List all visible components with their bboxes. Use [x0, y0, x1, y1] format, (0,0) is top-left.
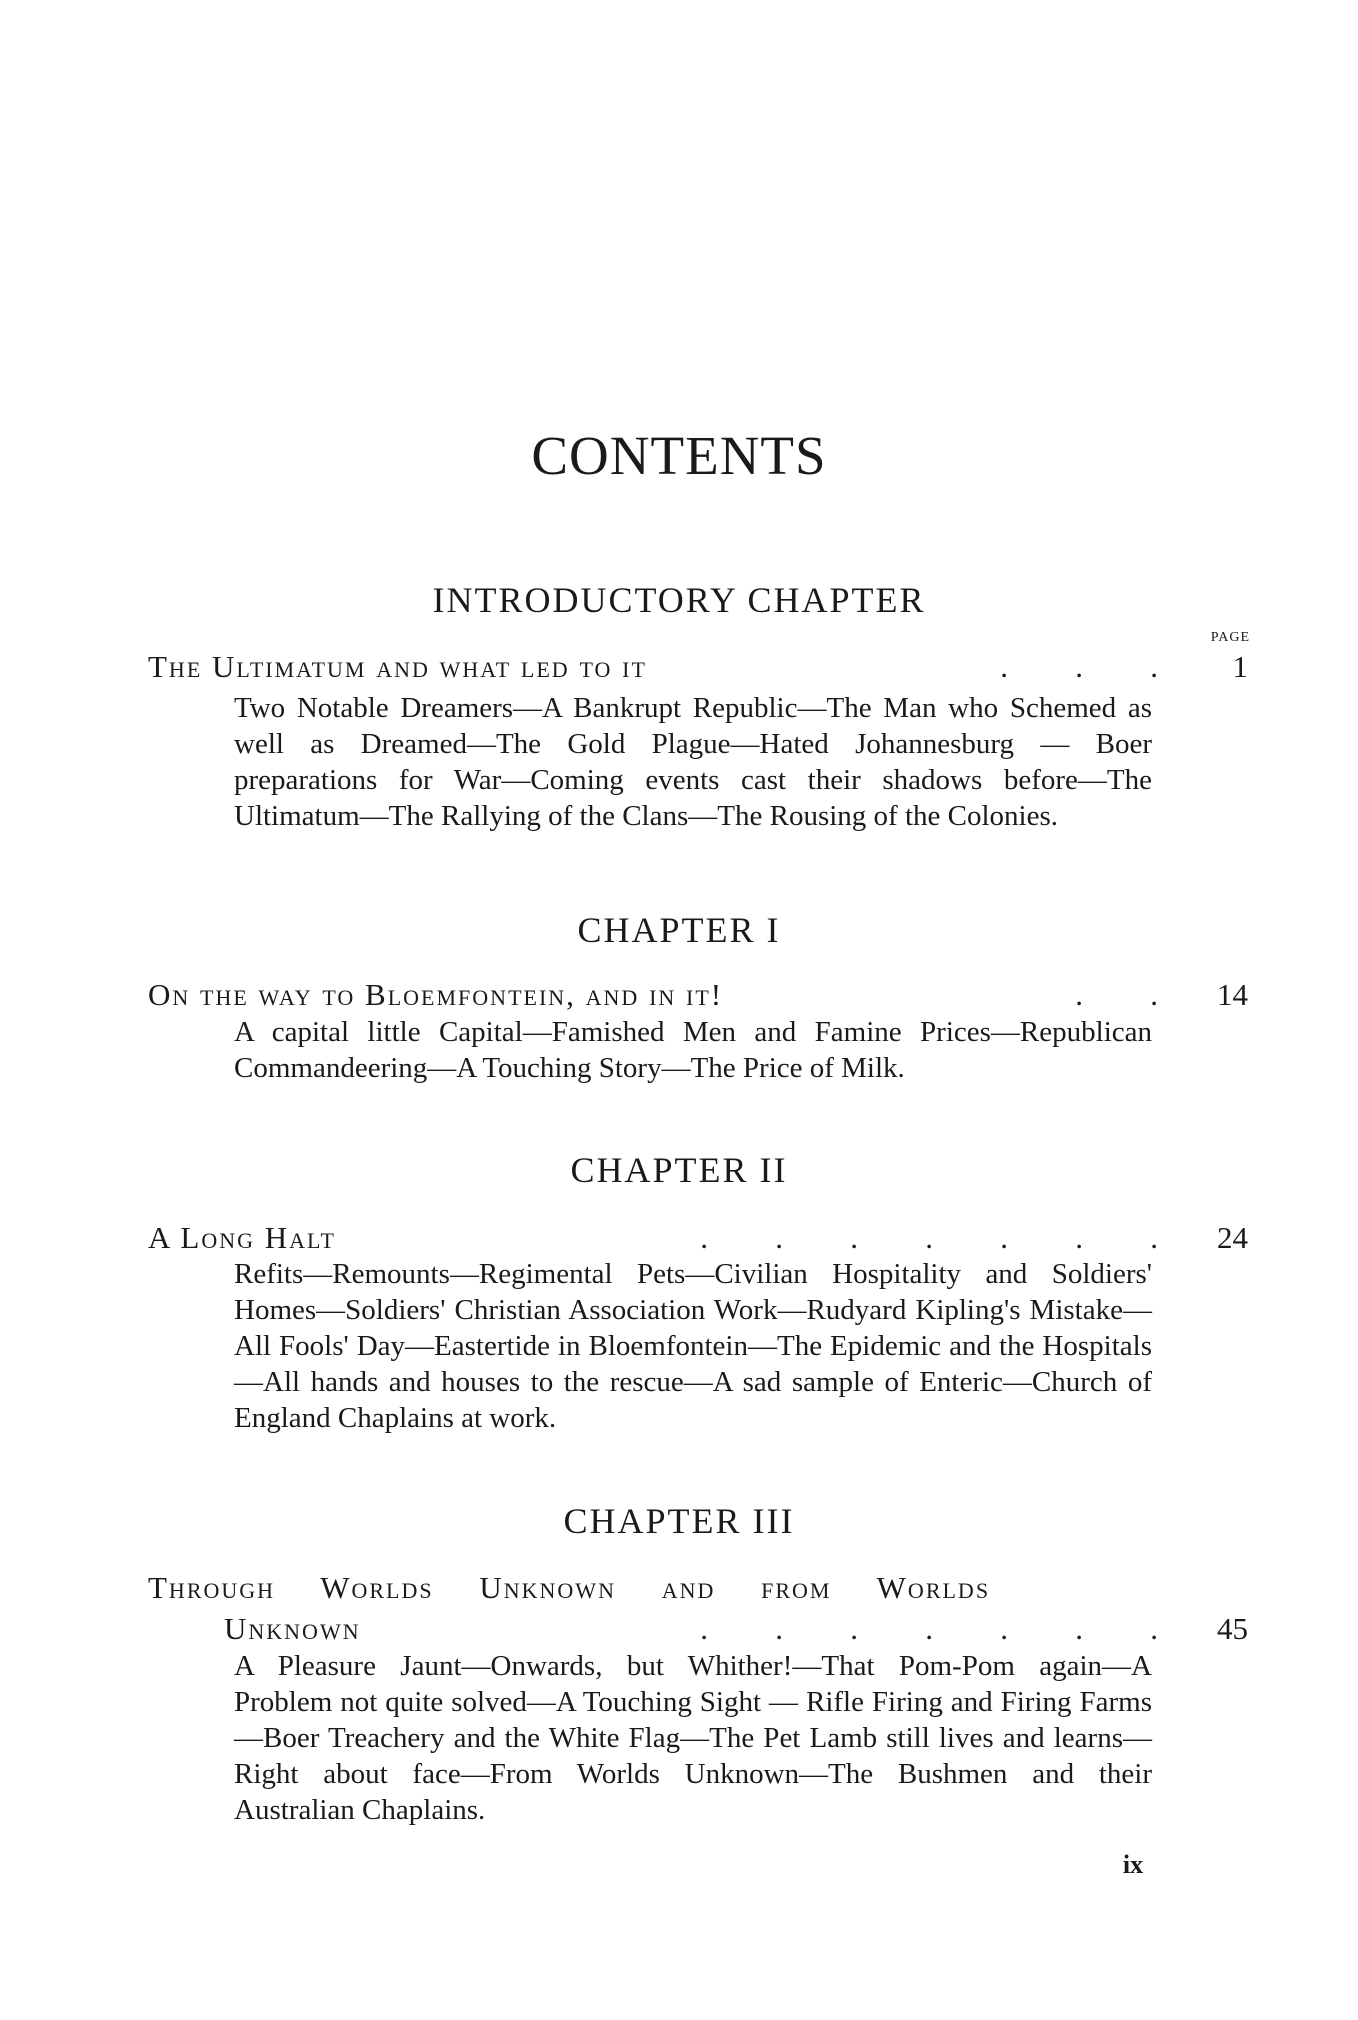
chapter-summary: A Pleasure Jaunt—Onwards, but Whither!—That Pom-Pom again—A Problem not quite solved—A Touching Sight — Rifle Firing and Firing Farms—Boer Treachery and the White Flag—The Pet Lamb still lives and learns—Right about face—From Worlds Unknown—The Bushmen and their Australian Chaplains. — [234, 1650, 1152, 1826]
chapter-title: The Ultimatum and what led to it — [148, 649, 647, 684]
dot-leader: . . . . . . . — [700, 1611, 1158, 1646]
chapter-heading: INTRODUCTORY CHAPTER — [432, 580, 926, 620]
chapter-summary: A capital little Capital—Famished Men and Famine Prices—Republican Commandeering—A Touching Story—The Price of Milk. — [234, 1016, 1152, 1084]
chapter-entry[interactable] — [148, 647, 1248, 687]
chapter-entry[interactable] — [148, 1218, 1248, 1258]
page-number: 1 — [1232, 649, 1248, 684]
chapter-heading: CHAPTER II — [570, 1150, 788, 1190]
dot-leader: . . . . . . . — [700, 1220, 1158, 1255]
page-number: 24 — [1217, 1220, 1248, 1255]
chapter-title: Through Worlds Unknown and from Worlds — [148, 1570, 991, 1605]
chapter-entry[interactable] — [148, 1568, 1248, 1608]
dot-leader: . . . — [1000, 649, 1158, 684]
chapter-heading: CHAPTER I — [577, 910, 781, 950]
chapter-summary: Two Notable Dreamers—A Bankrupt Republic—The Man who Schemed as well as Dreamed—The Gold Plague—Hated Johannesburg — Boer preparations for War—Coming events cast their shadows before—The Ultimatum—The Rallying of the Clans—The Rousing of the Colonies. — [234, 692, 1152, 832]
page-number: 45 — [1217, 1611, 1248, 1646]
chapter-title-continued: Unknown — [224, 1611, 361, 1646]
chapter-heading: CHAPTER III — [563, 1501, 795, 1541]
chapter-title: On the way to Bloemfontein, and in it! — [148, 977, 724, 1012]
page-title: CONTENTS — [531, 425, 827, 486]
page-column-label: PAGE — [1210, 630, 1250, 645]
chapter-title: A Long Halt — [148, 1220, 336, 1255]
chapter-summary: Refits—Remounts—Regimental Pets—Civilian Hospitality and Soldiers' Homes—Soldiers' Christian Association Work—Rudyard Kipling's Mistake—All Fools' Day—Eastertide in Bloemfontein—The Epidemic and the Hospitals—All hands and houses to the rescue—A sad sample of Enteric—Church of England Chaplains at work. — [234, 1258, 1152, 1434]
chapter-entry[interactable] — [148, 975, 1248, 1015]
folio-number: ix — [1122, 1850, 1144, 1879]
dot-leader: . . — [1075, 977, 1158, 1012]
chapter-entry-continued[interactable] — [224, 1609, 1248, 1649]
page-number: 14 — [1217, 977, 1248, 1012]
